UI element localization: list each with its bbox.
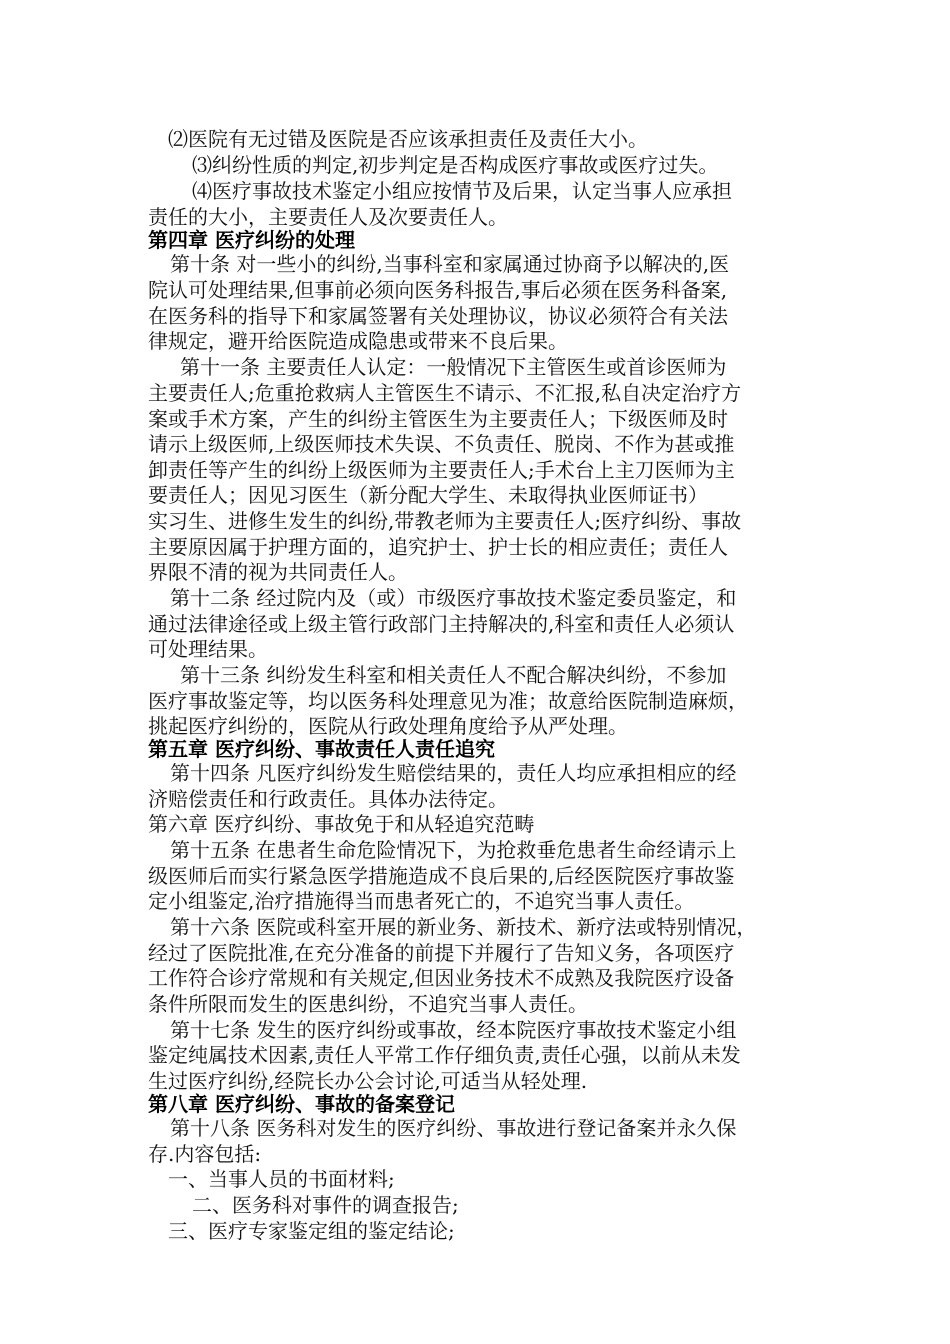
text-line: 责任的大小，主要责任人及次要责任人。 — [148, 205, 508, 229]
text-line: 挑起医疗纠纷的，医院从行政处理角度给予从严处理。 — [148, 714, 628, 738]
chapter-heading: 第八章 医疗纠纷、事故的备案登记 — [148, 1092, 455, 1116]
text-line: 第十五条 在患者生命危险情况下，为抢救垂危患者生命经请示上 — [170, 838, 737, 862]
text-line: 主要原因属于护理方面的，追究护士、护士长的相应责任；责任人 — [148, 535, 728, 559]
list-item: 三、医疗专家鉴定组的鉴定结论; — [168, 1219, 455, 1243]
text-line: 第十四条 凡医疗纠纷发生赔偿结果的，责任人均应承担相应的经 — [170, 761, 737, 785]
text-line: 律规定，避开给医院造成隐患或带来不良后果。 — [148, 329, 568, 353]
text-line: 院认可处理结果,但事前必须向医务科报告,事后必须在医务科备案, — [148, 278, 728, 302]
chapter-heading: 第五章 医疗纠纷、事故责任人责任追究 — [148, 737, 495, 761]
chapter-heading: 第六章 医疗纠纷、事故免于和从轻追究范畴 — [148, 812, 535, 836]
text-line: 第十一条 主要责任人认定：一般情况下主管医生或首诊医师为 — [180, 355, 727, 379]
text-line: 第十七条 发生的医疗纠纷或事故，经本院医疗事故技术鉴定小组 — [170, 1018, 737, 1042]
text-line: 鉴定纯属技术因素,责任人平常工作仔细负责,责任心强，以前从未发 — [148, 1043, 741, 1067]
text-line: 在医务科的指导下和家属签署有关处理协议，协议必须符合有关法 — [148, 304, 728, 328]
text-line: 工作符合诊疗常规和有关规定,但因业务技术不成熟及我院医疗设备 — [148, 966, 735, 990]
text-line: 级医师后而实行紧急医学措施造成不良后果的,后经医院医疗事故鉴 — [148, 864, 735, 888]
text-line: 存.内容包括: — [148, 1142, 262, 1166]
text-line: 卸责任等产生的纠纷上级医师为主要责任人;手术台上主刀医师为主 — [148, 458, 735, 482]
text-line: 请示上级医师,上级医师技术失误、不负责任、脱岗、不作为甚或推 — [148, 432, 735, 456]
chapter-heading: 第四章 医疗纠纷的处理 — [148, 228, 355, 252]
text-line: 定小组鉴定,治疗措施得当而患者死亡的，不追究当事人责任。 — [148, 889, 695, 913]
list-item: 二、医务科对事件的调查报告; — [192, 1193, 459, 1217]
text-line: ⑵医院有无过错及医院是否应该承担责任及责任大小。 — [168, 127, 648, 151]
text-line: 第十二条 经过院内及（或）市级医疗事故技术鉴定委员鉴定，和 — [170, 586, 737, 610]
text-line: 生过医疗纠纷,经院长办公会讨论,可适当从轻处理. — [148, 1069, 588, 1093]
text-line: 主要责任人;危重抢救病人主管医生不请示、不汇报,私自决定治疗方 — [148, 381, 742, 405]
text-line: 济赔偿责任和行政责任。具体办法待定。 — [148, 787, 508, 811]
text-line: ⑷医疗事故技术鉴定小组应按情节及后果，认定当事人应承担 — [192, 179, 732, 203]
text-line: 实习生、进修生发生的纠纷,带教老师为主要责任人;医疗纠纷、事故 — [148, 509, 742, 533]
text-line: ⑶纠纷性质的判定,初步判定是否构成医疗事故或医疗过失。 — [192, 153, 719, 177]
text-line: 第十三条 纠纷发生科室和相关责任人不配合解决纠纷，不参加 — [180, 663, 727, 687]
text-line: 要责任人；因见习医生（新分配大学生、未取得执业医师证书） — [148, 483, 708, 507]
text-line: 第十八条 医务科对发生的医疗纠纷、事故进行登记备案并永久保 — [170, 1116, 737, 1140]
text-line: 可处理结果。 — [148, 637, 268, 661]
text-line: 经过了医院批准,在充分准备的前提下并履行了告知义务，各项医疗 — [148, 941, 735, 965]
list-item: 一、当事人员的书面材料; — [168, 1167, 395, 1191]
text-line: 界限不清的视为共同责任人。 — [148, 560, 408, 584]
text-line: 通过法律途径或上级主管行政部门主持解决的,科室和责任人必须认 — [148, 612, 735, 636]
text-line: 条件所限而发生的医患纠纷，不追究当事人责任。 — [148, 992, 588, 1016]
text-line: 案或手术方案，产生的纠纷主管医生为主要责任人；下级医师及时 — [148, 407, 728, 431]
text-line: 第十条 对一些小的纠纷,当事科室和家属通过协商予以解决的,医 — [170, 252, 730, 276]
text-line: 医疗事故鉴定等，均以医务科处理意见为准；故意给医院制造麻烦， — [148, 689, 748, 713]
text-line: 第十六条 医院或科室开展的新业务、新技术、新疗法或特别情况， — [170, 915, 757, 939]
